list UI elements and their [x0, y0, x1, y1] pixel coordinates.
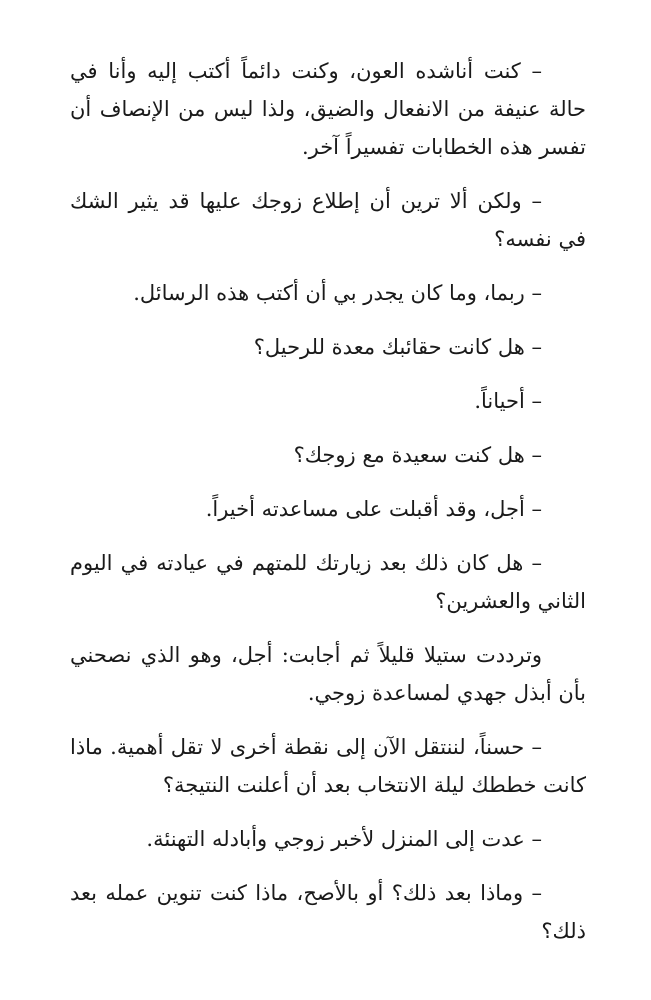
paragraph: – هل كان ذلك بعد زيارتك للمتهم في عيادته في اليوم الثاني والعشرين؟: [70, 551, 586, 613]
paragraph: – عدت إلى المنزل لأخبر زوجي وأبادله التهنئة.: [146, 827, 542, 851]
paragraph: – كنت أناشده العون، وكنت دائماً أكتب إليه وأنا في حالة عنيفة من الانفعال والضيق، ولذا ليس من الإنصاف أن تفسر هذه الخطابات تفسيراً آخر.: [70, 59, 586, 159]
paragraph: – حسناً، لننتقل الآن إلى نقطة أخرى لا تقل أهمية. ماذا كانت خططك ليلة الانتخاب بعد أن أعلنت النتيجة؟: [70, 735, 586, 797]
paragraph: – ولكن ألا ترين أن إطلاع زوجك عليها قد يثير الشك في نفسه؟: [70, 189, 586, 251]
document-page: [70, 52, 586, 966]
paragraph: – هل كانت حقائبك معدة للرحيل؟: [253, 335, 542, 359]
paragraph: – أجل، وقد أقبلت على مساعدته أخيراً.: [205, 497, 542, 521]
paragraph: – هل كنت سعيدة مع زوجك؟: [293, 443, 542, 467]
paragraph: – أحياناً.: [474, 389, 542, 413]
paragraph: – ربما، وما كان يجدر بي أن أكتب هذه الرسائل.: [133, 281, 542, 305]
paragraph: – وماذا بعد ذلك؟ أو بالأصح، ماذا كنت تنوين عمله بعد ذلك؟: [70, 881, 586, 943]
paragraph: وترددت ستيلا قليلاً ثم أجابت: أجل، وهو الذي نصحني بأن أبذل جهدي لمساعدة زوجي.: [70, 643, 586, 705]
